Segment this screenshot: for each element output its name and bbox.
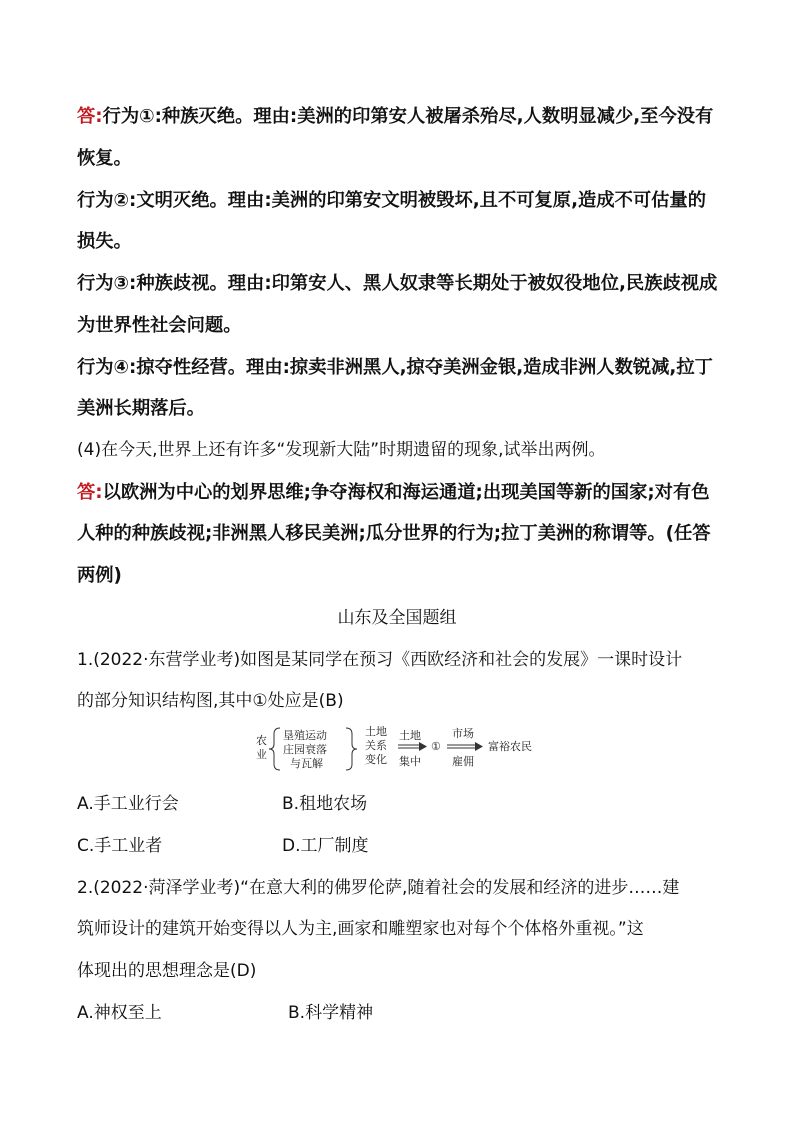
answer-marker-colon: : (95, 106, 103, 127)
diagram-item-reclamation: 垦殖运动 (283, 729, 327, 742)
answer-3-line-2: 为世界性社会问题。 (77, 315, 242, 336)
option-1-b: B.租地农场 (282, 794, 368, 814)
question-1-line-2: 的部分知识结构图,其中①处应是(B) (77, 691, 344, 711)
diagram-mid-label-1: 土地 (365, 725, 387, 738)
answer-3-line-1: 行为③:种族歧视。理由:印第安人、黑人奴隶等长期处于被奴役地位,民族歧视成 (77, 273, 718, 294)
right-brace (346, 728, 357, 770)
section-title: 山东及全国题组 (337, 608, 457, 628)
diagram-mid-label-3: 变化 (365, 753, 387, 766)
option-2-b: B.科学精神 (288, 1003, 374, 1023)
question-4-text: (4)在今天,世界上还有许多“发现新大陆”时期遗留的现象,试举出两例。 (77, 440, 606, 460)
diagram-item-collapse: 与瓦解 (290, 757, 323, 770)
double-arrow-2 (447, 742, 483, 751)
answer-1-line-2: 恢复。 (77, 148, 132, 169)
diagram-end-label: 富裕农民 (488, 740, 532, 753)
diagram-arrow2-top: 市场 (452, 727, 474, 740)
diagram-arrow2-bottom: 雇佣 (452, 755, 474, 768)
answer-2-line-1: 行为②:文明灭绝。理由:美洲的印第安文明被毁坏,且不可复原,造成不可估量的 (77, 190, 706, 211)
answer-1-line-1 (77, 105, 713, 129)
answer-4-line-2: 美洲长期落后。 (77, 398, 205, 419)
diagram-mid-label-2: 关系 (365, 739, 387, 752)
question-2-line-3: 体现出的思想理念是(D) (77, 961, 257, 981)
answer-q4-line-3: 两例) (77, 565, 122, 586)
option-1-c: C.手工业者 (77, 836, 163, 856)
diagram-label-agriculture-1: 农 (256, 734, 267, 747)
diagram-arrow1-bottom: 集中 (399, 755, 421, 768)
option-1-a: A.手工业行会 (77, 794, 179, 814)
answer-marker-colon: : (95, 482, 103, 503)
diagram-arrow1-top: 土地 (399, 729, 421, 742)
answer-marker: 答 (77, 106, 96, 127)
answer-1-text: 行为①:种族灭绝。理由:美洲的印第安人被屠杀殆尽,人数明显减少,至今没有 (102, 106, 714, 127)
diagram-label-agriculture-2: 业 (256, 748, 267, 761)
diagram-circle-blank: ① (431, 740, 441, 753)
diagram-item-manor-decline: 庄园衰落 (283, 743, 327, 756)
answer-2-line-2: 损失。 (77, 231, 132, 252)
double-arrow-1 (398, 742, 427, 751)
answer-marker: 答 (77, 482, 96, 503)
option-1-d: D.工厂制度 (282, 836, 369, 856)
answer-4-line-1: 行为④:掠夺性经营。理由:掠卖非洲黑人,掠夺美洲金银,造成非洲人数锐减,拉丁 (77, 357, 713, 378)
question-2-line-2: 筑师设计的建筑开始变得以人为主,画家和雕塑家也对每个个体格外重视。”这 (77, 919, 644, 939)
knowledge-structure-diagram (250, 724, 550, 774)
option-2-a: A.神权至上 (77, 1003, 162, 1023)
answer-q4-text: 以欧洲为中心的划界思维;争夺海权和海运通道;出现美国等新的国家;对有色 (102, 482, 710, 503)
question-2-line-1: 2.(2022·菏泽学业考)“在意大利的佛罗伦萨,随着社会的发展和经济的进步……建 (77, 878, 680, 898)
left-brace (269, 728, 280, 770)
answer-q4-line-2: 人种的种族歧视;非洲黑人移民美洲;瓜分世界的行为;拉丁美洲的称谓等。(任答 (77, 523, 711, 544)
answer-q4-line-1 (77, 481, 710, 505)
question-1-line-1: 1.(2022·东营学业考)如图是某同学在预习《西欧经济和社会的发展》一课时设计 (77, 650, 683, 670)
